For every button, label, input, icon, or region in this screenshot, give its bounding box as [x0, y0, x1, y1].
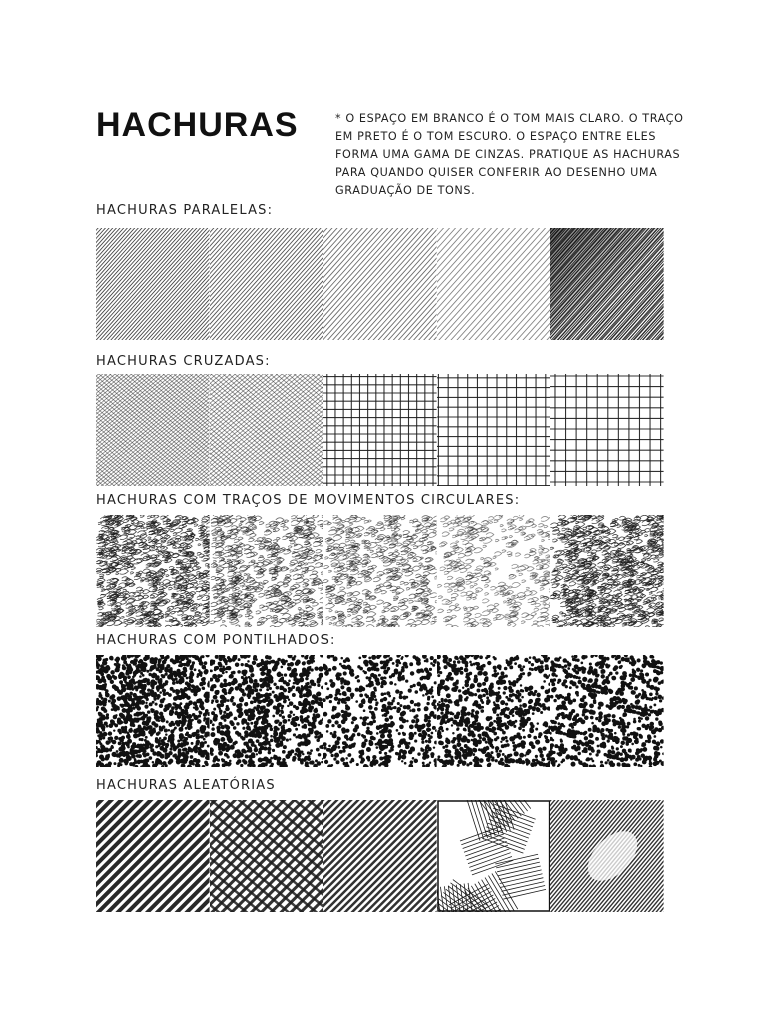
hatch-swatch-parallel-4 — [437, 228, 551, 340]
hatch-swatch-dots-3 — [323, 655, 437, 767]
page-title: HACHURAS — [96, 106, 299, 144]
intro-note: * O ESPAÇO EM BRANCO É O TOM MAIS CLARO. O TRAÇO EM PRETO É O TOM ESCURO. O ESPAÇO ENTRE ELES FORMA UMA GAMA DE CINZAS. PRATIQUE AS HACHURAS PARA QUANDO QUISER CONFERIR AO DESENHO UMA GRADUAÇÃO DE TONS. — [335, 112, 684, 197]
section-label-circulares: HACHURAS COM TRAÇOS DE MOVIMENTOS CIRCULARES: — [96, 493, 521, 508]
hatch-swatch-circular-2 — [210, 515, 324, 627]
hatch-swatch-cross-4 — [437, 374, 551, 486]
hatch-swatch-dots-1 — [96, 655, 210, 767]
hatch-swatch-cross-5 — [550, 374, 664, 486]
section-label-aleatorias: HACHURAS ALEATÓRIAS — [96, 778, 276, 793]
hatch-swatch-circular-4 — [437, 515, 551, 627]
hatch-swatch-random-2 — [210, 800, 324, 912]
hatch-swatch-circular-1 — [96, 515, 210, 627]
hatch-swatch-cross-2 — [210, 374, 324, 486]
hatch-swatch-parallel-1 — [96, 228, 210, 340]
hatch-swatch-random-5 — [550, 800, 664, 912]
hatch-swatch-dots-2 — [210, 655, 324, 767]
swatch-row-aleatorias — [96, 800, 664, 912]
hatch-swatch-parallel-2 — [210, 228, 324, 340]
hatch-swatch-circular-3 — [323, 515, 437, 627]
hatch-swatch-dots-4 — [437, 655, 551, 767]
hatch-swatch-parallel-3 — [323, 228, 437, 340]
hatch-swatch-random-4 — [437, 800, 551, 912]
hatch-swatch-cross-1 — [96, 374, 210, 486]
hatch-swatch-random-3 — [323, 800, 437, 912]
hatch-swatch-dots-5 — [550, 655, 664, 767]
hatch-swatch-random-1 — [96, 800, 210, 912]
swatch-row-circulares — [96, 515, 664, 627]
section-label-paralelas: HACHURAS PARALELAS: — [96, 203, 274, 218]
swatch-row-paralelas — [96, 228, 664, 340]
section-label-cruzadas: HACHURAS CRUZADAS: — [96, 354, 271, 369]
hatch-swatch-parallel-5 — [550, 228, 664, 340]
section-label-pontilhados: HACHURAS COM PONTILHADOS: — [96, 633, 336, 648]
hatch-swatch-cross-3 — [323, 374, 437, 486]
hatch-swatch-circular-5 — [550, 515, 664, 627]
swatch-row-cruzadas — [96, 374, 664, 486]
swatch-row-pontilhados — [96, 655, 664, 767]
